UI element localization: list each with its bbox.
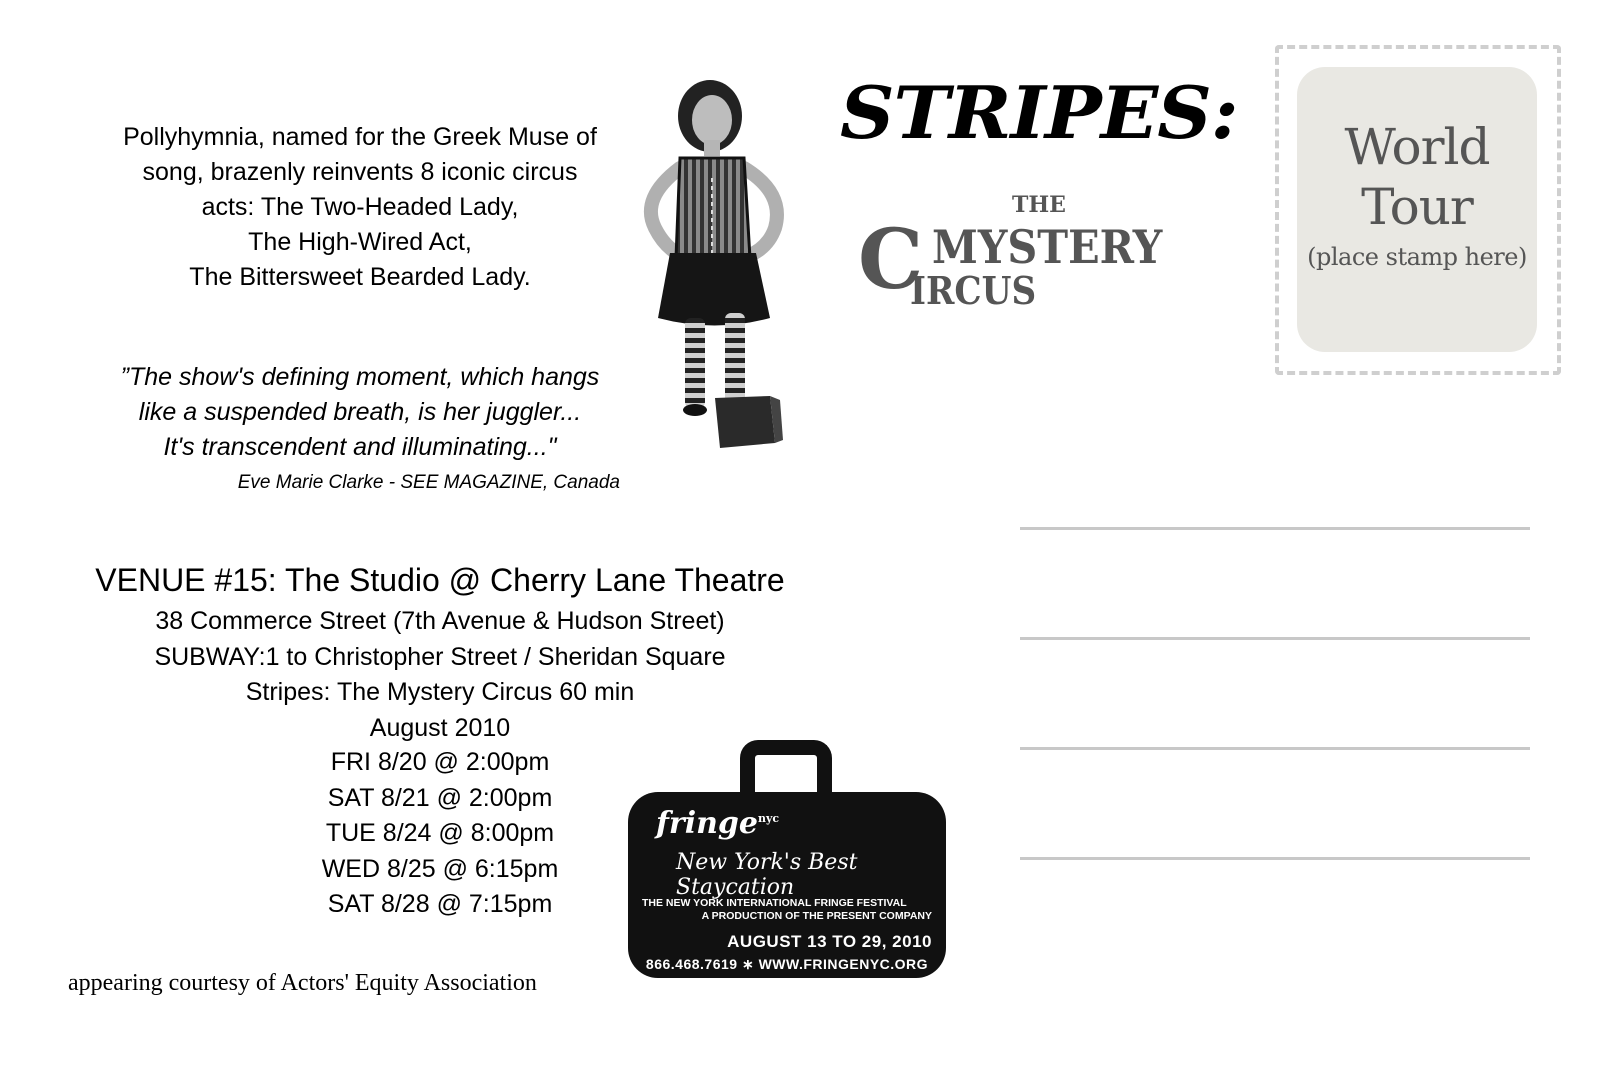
description-line: acts: The Two-Headed Lady, — [201, 193, 519, 221]
performance-date: SAT 8/28 @ 7:15pm — [327, 890, 553, 918]
fringe-suitcase-logo — [628, 740, 948, 980]
venue-details — [40, 604, 840, 746]
performance-date: SAT 8/21 @ 2:00pm — [327, 783, 553, 812]
address-line — [1020, 527, 1530, 530]
performance-date: FRI 8/20 @ 2:00pm — [330, 748, 550, 776]
stamp-tour-word: Tour — [1361, 178, 1473, 236]
description-line: Pollyhymnia, named for the Greek Muse of — [123, 123, 597, 151]
stamp-text — [1297, 117, 1537, 271]
quote-attribution: Eve Marie Clarke - SEE MAGAZINE, Canada — [237, 472, 620, 493]
quote-line: like a suspended breath, is her juggler... — [138, 398, 582, 426]
fringe-tagline: New York's Best Staycation — [676, 850, 858, 900]
quote-line: It's transcendent and illuminating..." — [163, 433, 557, 461]
logo-circus-word: IRCUS — [910, 268, 1037, 313]
address-line — [1020, 637, 1530, 640]
suitcase-handle — [740, 740, 832, 800]
fringe-festival-name: THE NEW YORK INTERNATIONAL FRINGE FESTIVAL — [642, 897, 907, 909]
fringe-brand-word: fringe — [656, 806, 758, 841]
description-line: song, brazenly reinvents 8 iconic circus — [142, 158, 578, 186]
quote-line: ”The show's defining moment, which hangs — [120, 363, 600, 391]
logo-circus-initial: C — [858, 212, 924, 308]
stamp-note: (place stamp here) — [1307, 243, 1527, 271]
fringe-dates: AUGUST 13 TO 29, 2010 — [727, 932, 932, 951]
performance-date: WED 8/25 @ 6:15pm — [321, 854, 559, 883]
show-month: August 2010 — [369, 713, 511, 742]
fringe-brand — [656, 806, 779, 841]
fringe-contact: 866.468.7619 ∗ WWW.FRINGENYC.ORG — [645, 956, 929, 972]
fringe-brand-sub: nyc — [757, 812, 780, 825]
logo-the-word: THE — [1012, 192, 1066, 218]
performer-photo — [620, 78, 810, 458]
equity-note: appearing courtesy of Actors' Equity Association — [68, 970, 537, 996]
venue-subway: SUBWAY:1 to Christopher Street / Sheridan Square — [154, 642, 726, 671]
performance-date: TUE 8/24 @ 8:00pm — [325, 819, 555, 847]
address-line — [1020, 747, 1530, 750]
description-line: The Bittersweet Bearded Lady. — [189, 263, 531, 291]
show-logo — [840, 70, 1238, 320]
description-line: The High-Wired Act, — [248, 228, 472, 256]
stamp-world-word: World — [1344, 118, 1490, 176]
venue-address: 38 Commerce Street (7th Avenue & Hudson Street) — [155, 607, 725, 635]
show-runtime: Stripes: The Mystery Circus 60 min — [245, 678, 635, 706]
suitcase-body — [628, 792, 946, 978]
address-line — [1020, 857, 1530, 860]
logo-mystery-word: MYSTERY — [932, 220, 1163, 274]
fringe-production-credit: A PRODUCTION OF THE PRESENT COMPANY — [701, 910, 932, 922]
press-quote — [80, 360, 640, 465]
stamp-placeholder — [1275, 45, 1565, 380]
logo-stripes-word: STRIPES: — [840, 70, 1238, 155]
venue-title: VENUE #15: The Studio @ Cherry Lane Theatre — [95, 562, 785, 598]
performance-schedule — [240, 745, 640, 923]
show-description — [80, 120, 640, 295]
